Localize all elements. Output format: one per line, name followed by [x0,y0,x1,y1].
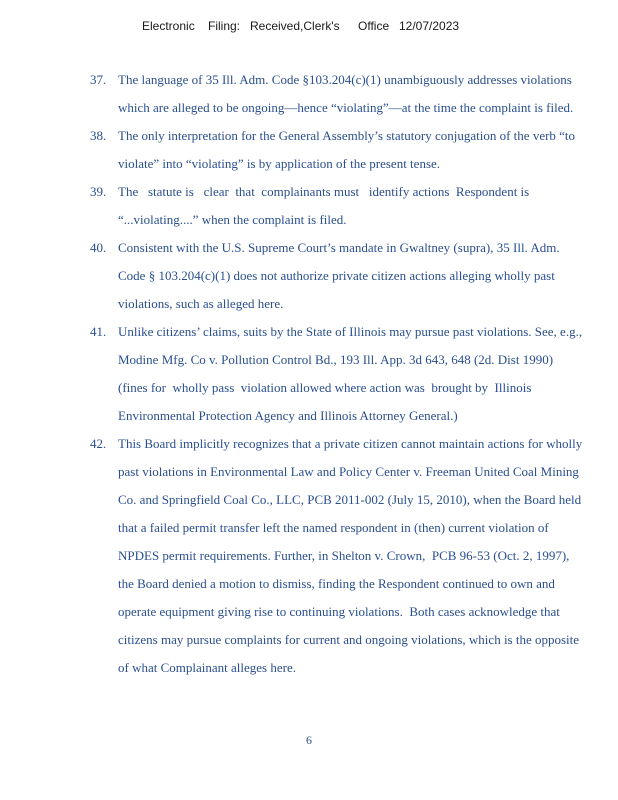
paragraph-line: that a failed permit transfer left the named respondent in (then) current violation of [118,520,549,535]
paragraph-line: NPDES permit requirements. Further, in Shelton v. Crown, PCB 96-53 (Oct. 2, 1997), [118,548,570,563]
paragraph-line: citizens may pursue complaints for current and ongoing violations, which is the opposite [118,632,580,647]
paragraph-line: operate equipment giving rise to continuing violations. Both cases acknowledge that [118,604,560,619]
paragraph-line: (fines for wholly pass violation allowed where action was brought by Illinois [118,380,532,395]
paragraph-line: The only interpretation for the General Assembly’s statutory conjugation of the verb “to [118,128,576,143]
paragraph-line: This Board implicitly recognizes that a private citizen cannot maintain actions for wholly [118,436,583,451]
paragraph-number: 39. [90,184,107,199]
paragraph-line: Code § 103.204(c)(1) does not authorize private citizen actions alleging wholly past [118,268,555,283]
header-received: Received,Clerk's [250,19,340,33]
paragraph-number: 41. [90,324,107,339]
page-number: 6 [306,733,312,747]
paragraph-line: Modine Mfg. Co v. Pollution Control Bd., 193 Ill. App. 3d 643, 648 (2d. Dist 1990) [118,352,554,367]
paragraph-line: Consistent with the U.S. Supreme Court’s mandate in Gwaltney (supra), 35 Ill. Adm. [118,240,560,255]
paragraph-line: “...violating....” when the complaint is filed. [118,212,347,227]
paragraph-line: the Board denied a motion to dismiss, finding the Respondent continued to own and [118,576,555,591]
header-electronic: Electronic [142,19,195,33]
paragraph-number: 38. [90,128,107,143]
paragraph-line: violations, such as alleged here. [118,296,284,311]
paragraph-line: The statute is clear that complainants must identify actions Respondent is [118,184,530,199]
paragraph-line: violate” into “violating” is by application of the present tense. [118,156,441,171]
paragraph-line: which are alleged to be ongoing—hence “violating”—at the time the complaint is filed. [118,100,574,115]
paragraph-line: Co. and Springfield Coal Co., LLC, PCB 2011-002 (July 15, 2010), when the Board held [118,492,582,507]
header-filing: Filing: [208,19,241,33]
paragraph-line: The language of 35 Ill. Adm. Code §103.204(c)(1) unambiguously addresses violations [118,72,572,87]
paragraph-number: 42. [90,436,107,451]
header-office: Office [358,19,390,33]
paragraph-line: Unlike citizens’ claims, suits by the State of Illinois may pursue past violations. See, e.g., [118,324,583,339]
paragraph-line: past violations in Environmental Law and Policy Center v. Freeman United Coal Mining [118,464,579,479]
header-date: 12/07/2023 [399,19,460,33]
paragraph-line: Environmental Protection Agency and Illinois Attorney General.) [118,408,458,423]
paragraph-number: 37. [90,72,107,87]
paragraph-line: of what Complainant alleges here. [118,660,296,675]
paragraph-number: 40. [90,240,107,255]
